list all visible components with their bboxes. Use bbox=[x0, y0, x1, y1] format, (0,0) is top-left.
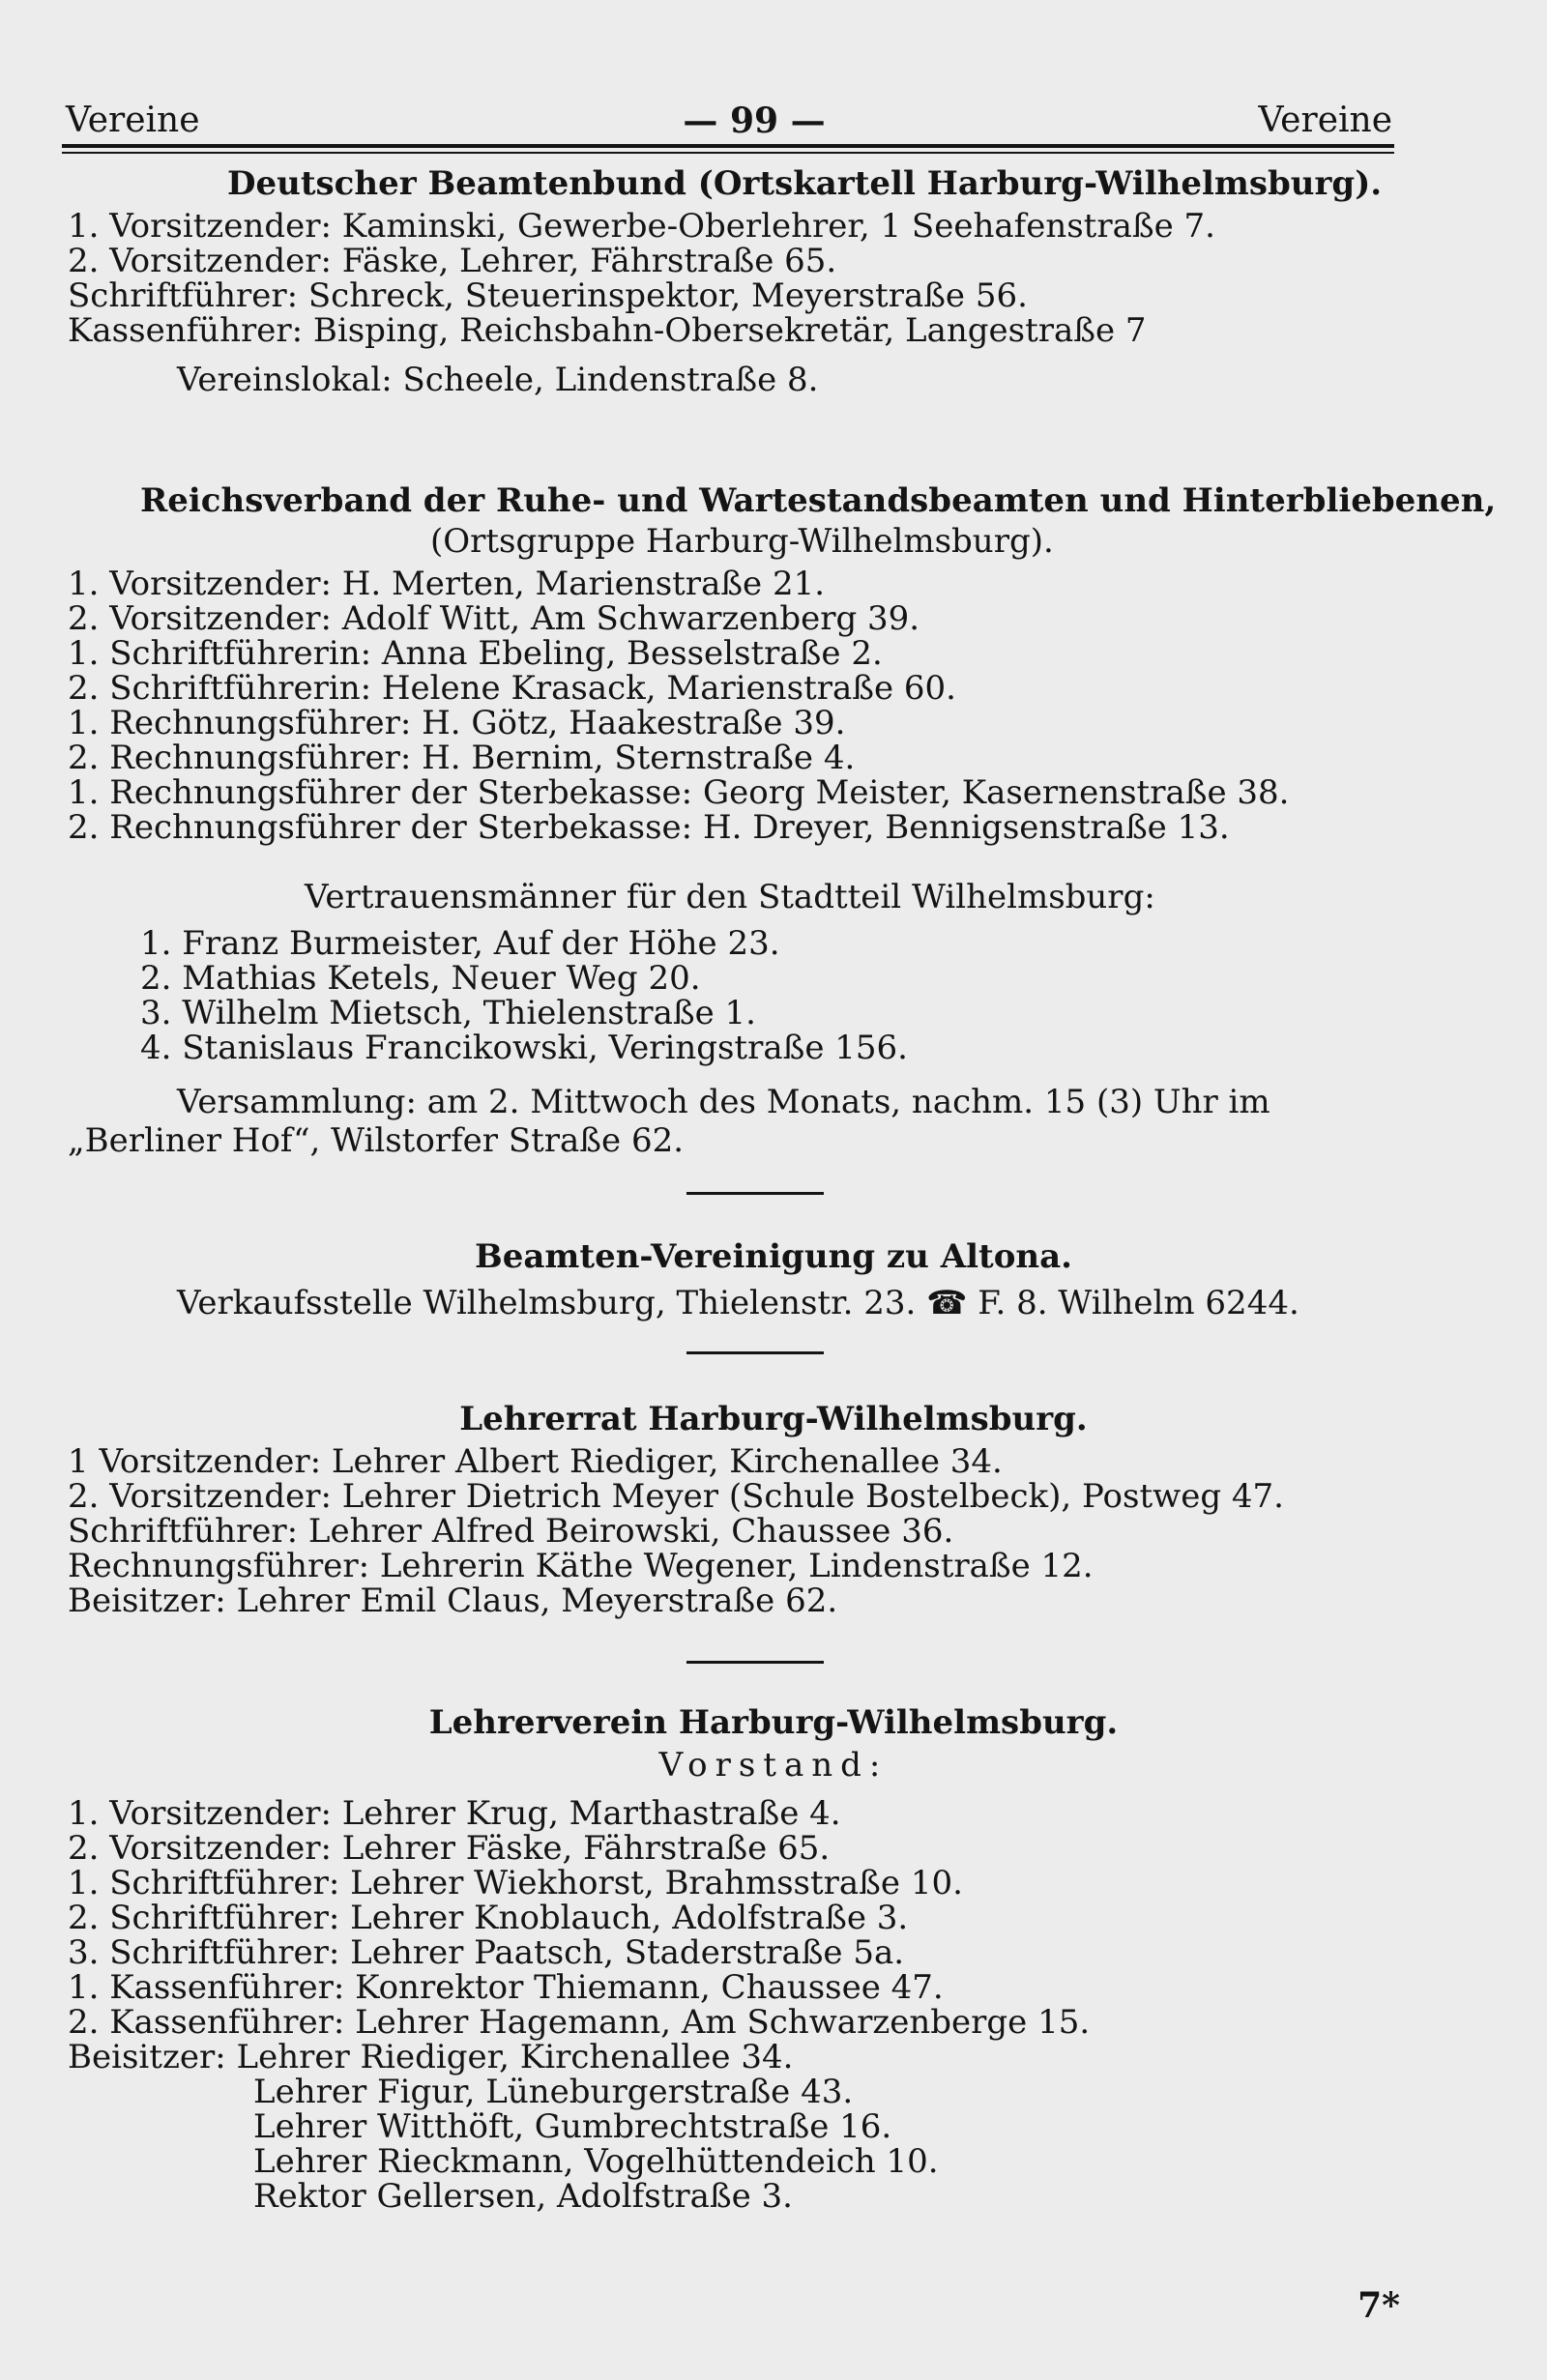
header-rule-thin bbox=[62, 152, 1394, 154]
text-line: 1. Schriftführer: Lehrer Wiekhorst, Brahmsstraße 10. bbox=[68, 1864, 963, 1902]
subheading: Vertrauensmänner für den Stadtteil Wilhelmsburg: bbox=[305, 878, 1155, 916]
text-line: 1. Kassenführer: Konrektor Thiemann, Chaussee 47. bbox=[68, 1968, 944, 2007]
text-line: Rektor Gellersen, Adolfstraße 3. bbox=[253, 2177, 793, 2216]
text-line: 3. Schriftführer: Lehrer Paatsch, Staderstraße 5a. bbox=[68, 1933, 905, 1972]
header-right: Vereine bbox=[1258, 101, 1392, 140]
text-line: Vereinslokal: Scheele, Lindenstraße 8. bbox=[177, 361, 819, 399]
text-line: 2. Rechnungsführer der Sterbekasse: H. Dreyer, Bennigsenstraße 13. bbox=[68, 808, 1230, 847]
text-line: 1. Vorsitzender: Lehrer Krug, Marthastraße 4. bbox=[68, 1794, 841, 1833]
section-title: Deutscher Beamtenbund (Ortskartell Harburg-Wilhelmsburg). bbox=[227, 164, 1383, 203]
page-signature: 7* bbox=[1357, 2285, 1400, 2326]
list-item: 2. Mathias Ketels, Neuer Weg 20. bbox=[140, 959, 701, 998]
text-line: 1 Vorsitzender: Lehrer Albert Riediger, Kirchenallee 34. bbox=[68, 1442, 1003, 1481]
list-item: 3. Wilhelm Mietsch, Thielenstraße 1. bbox=[140, 994, 756, 1032]
section-separator bbox=[686, 1192, 824, 1195]
text-line: Schriftführer: Schreck, Steuerinspektor, Meyerstraße 56. bbox=[68, 276, 1028, 315]
text-line: Lehrer Rieckmann, Vogelhüttendeich 10. bbox=[253, 2142, 939, 2181]
text-line: 1. Schriftführerin: Anna Ebeling, Besselstraße 2. bbox=[68, 634, 883, 673]
text-line: 2. Vorsitzender: Adolf Witt, Am Schwarzenberg 39. bbox=[68, 599, 920, 638]
header-rule bbox=[62, 144, 1394, 148]
text-line: 1. Rechnungsführer: H. Götz, Haakestraße 39. bbox=[68, 704, 846, 742]
page-number: — 99 — bbox=[683, 101, 826, 141]
list-item: 1. Franz Burmeister, Auf der Höhe 23. bbox=[140, 924, 780, 963]
header-left: Vereine bbox=[66, 101, 200, 140]
text-line: 1. Rechnungsführer der Sterbekasse: Georg Meister, Kasernenstraße 38. bbox=[68, 773, 1290, 812]
text-line: Rechnungsführer: Lehrerin Käthe Wegener, Lindenstraße 12. bbox=[68, 1547, 1094, 1585]
text-line: Verkaufsstelle Wilhelmsburg, Thielenstr. 23. ☎ F. 8. Wilhelm 6244. bbox=[177, 1284, 1299, 1322]
text-line: 2. Vorsitzender: Lehrer Fäske, Fährstraße 65. bbox=[68, 1829, 831, 1868]
section-separator bbox=[686, 1351, 824, 1354]
section-title: Beamten-Vereinigung zu Altona. bbox=[474, 1237, 1072, 1276]
section-subtitle: (Ortsgruppe Harburg-Wilhelmsburg). bbox=[430, 522, 1054, 561]
text-line: 2. Schriftführerin: Helene Krasack, Marienstraße 60. bbox=[68, 669, 956, 708]
text-line: 2. Schriftführer: Lehrer Knoblauch, Adolfstraße 3. bbox=[68, 1899, 909, 1937]
text-line: 2. Vorsitzender: Lehrer Dietrich Meyer (Schule Bostelbeck), Postweg 47. bbox=[68, 1477, 1284, 1516]
text-line: Kassenführer: Bisping, Reichsbahn-Obersekretär, Langestraße 7 bbox=[68, 311, 1147, 350]
text-line: Schriftführer: Lehrer Alfred Beirowski, Chaussee 36. bbox=[68, 1512, 954, 1551]
text-line: 1. Vorsitzender: Kaminski, Gewerbe-Oberlehrer, 1 Seehafenstraße 7. bbox=[68, 207, 1215, 246]
text-line: 2. Rechnungsführer: H. Bernim, Sternstraße 4. bbox=[68, 739, 856, 777]
text-line: Beisitzer: Lehrer Emil Claus, Meyerstraße 62. bbox=[68, 1582, 838, 1620]
section-title: Lehrerverein Harburg-Wilhelmsburg. bbox=[428, 1703, 1119, 1742]
text-line: Lehrer Witthöft, Gumbrechtstraße 16. bbox=[253, 2107, 892, 2146]
list-item: 4. Stanislaus Francikowski, Veringstraße 156. bbox=[140, 1029, 908, 1067]
section-subtitle: Vorstand: bbox=[658, 1746, 889, 1785]
text-line: Beisitzer: Lehrer Riediger, Kirchenallee 34. bbox=[68, 2038, 794, 2076]
section-separator bbox=[686, 1661, 824, 1664]
meeting-line: Versammlung: am 2. Mittwoch des Monats, nachm. 15 (3) Uhr im bbox=[177, 1083, 1270, 1121]
meeting-line: „Berliner Hof“, Wilstorfer Straße 62. bbox=[68, 1121, 685, 1160]
text-line: 2. Kassenführer: Lehrer Hagemann, Am Schwarzenberge 15. bbox=[68, 2003, 1091, 2042]
text-line: 1. Vorsitzender: H. Merten, Marienstraße 21. bbox=[68, 565, 826, 603]
text-line: Lehrer Figur, Lüneburgerstraße 43. bbox=[253, 2073, 854, 2111]
section-title: Reichsverband der Ruhe- und Wartestandsbeamten und Hinterbliebenen, bbox=[140, 481, 1497, 520]
text-line: 2. Vorsitzender: Fäske, Lehrer, Fährstraße 65. bbox=[68, 242, 837, 280]
section-title: Lehrerrat Harburg-Wilhelmsburg. bbox=[459, 1400, 1088, 1438]
